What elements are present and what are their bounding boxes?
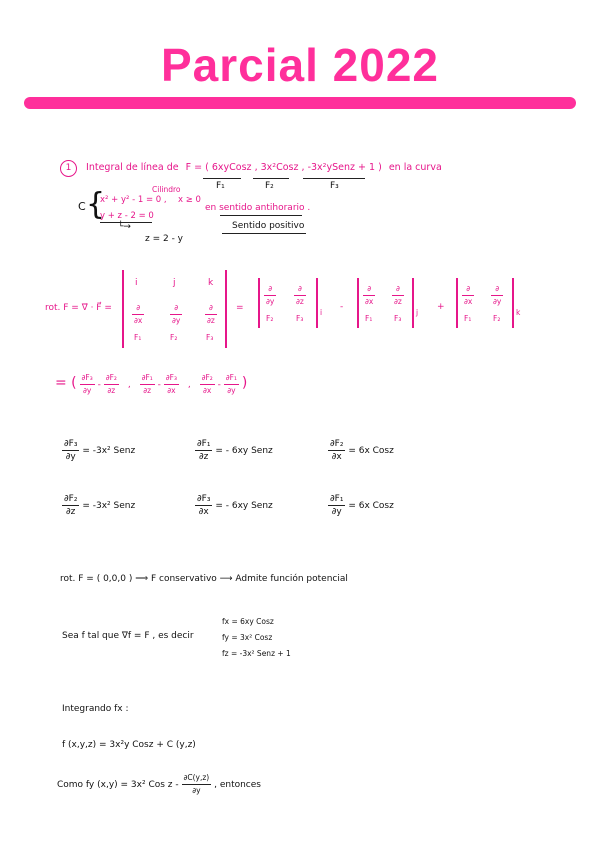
minor2-right: [412, 278, 414, 328]
potential-text: Sea f tal que ∇f = F , es decir: [62, 631, 194, 641]
underline-note: [222, 233, 306, 234]
page-title: Parcial 2022: [160, 39, 439, 91]
minor3-F2: F₂: [493, 314, 501, 323]
det-k: k: [208, 278, 214, 288]
det-F1: F₁: [134, 333, 142, 342]
det-equals: =: [236, 303, 244, 313]
statement-text: Integral de línea de: [86, 162, 179, 173]
minor-minus: -: [340, 302, 344, 312]
curve-condition: x ≥ 0: [178, 195, 201, 205]
minor-plus: +: [437, 302, 445, 312]
minor2-F3: F₃: [394, 314, 402, 323]
curve-eq-2: y + z - 2 = 0: [100, 211, 154, 221]
potential-fz: fz = -3x² Senz + 1: [222, 649, 291, 658]
conservative-line: rot. F = ( 0,0,0 ) ⟹ F conservativo ⟶ Admite función potencial: [60, 574, 348, 584]
minor2-left: [357, 278, 359, 328]
field-equals: = (: [194, 162, 209, 173]
det-i: i: [135, 278, 138, 288]
component-1: 6xyCosz: [211, 162, 252, 173]
label-F3: F₃: [330, 181, 339, 191]
label-F2: F₂: [265, 181, 274, 191]
field-F-symbol: F: [185, 162, 192, 173]
minor1-i: i: [320, 308, 323, 317]
rot-lhs: rot. F = ∇⃗ · F⃗ =: [45, 303, 112, 313]
det-dz: $\frac{\partial}{\partial z}$: [207, 303, 215, 325]
problem-statement: 1 Integral de línea de F = ( 6xyCosz , 3x²Cosz , -3x²ySenz + 1 ) en la curva: [60, 160, 442, 177]
partial-2: $\frac{\text{∂F₁}}{\partial z}$ = - 6xy Senz: [197, 439, 273, 462]
underline-orientation: [220, 215, 302, 216]
minor3-F1: F₁: [464, 314, 472, 323]
minor2-j: j: [416, 308, 419, 317]
cylinder-label: Cilindro: [152, 185, 181, 194]
curve-brace: {: [86, 187, 106, 222]
title-underline: [24, 97, 576, 109]
det-F3: F₃: [206, 333, 214, 342]
como-line: Como fy (x,y) = 3x² Cos z - $\frac{\partial C(y,z)}{\partial y}$ , entonces: [57, 773, 261, 795]
potential-expression: f (x,y,z) = 3x²y Cosz + C (y,z): [62, 740, 196, 750]
component-2: 3x²Cosz: [260, 162, 299, 173]
problem-number: 1: [60, 160, 77, 177]
rot-expanded: = ( $\frac{\text{∂F₃}}{\partial y}$ - $\frac{\text{∂F₂}}{\partial z}$ , $\frac{\text{∂F₁}}{\partial z}$ - $\frac{\text{∂F₃}}{\partial x}$ , $\frac{\text{∂F₂}}{\partial x}$ - $\frac{\text{∂F₁}}{\partial y}$ ): [55, 373, 248, 395]
curve-eq-1: x² + y² - 1 = 0 ,: [100, 195, 167, 205]
det-dy: $\frac{\partial}{\partial y}$: [172, 303, 181, 325]
partial-1: $\frac{\text{∂F₃}}{\partial y}$ = -3x² Senz: [64, 439, 136, 462]
underline-c2: [253, 178, 289, 179]
minor3-right: [512, 278, 514, 328]
orientation: en sentido antihorario .: [205, 203, 311, 213]
integrating-label: Integrando fx :: [62, 704, 129, 714]
potential-fx: fx = 6xy Cosz: [222, 617, 274, 626]
partial-5: $\frac{\text{∂F₃}}{\partial x}$ = - 6xy Senz: [197, 494, 273, 517]
curve-label: C: [78, 200, 86, 213]
partial-3: $\frac{\text{∂F₂}}{\partial x}$ = 6x Cosz: [330, 439, 394, 462]
minor1-right: [316, 278, 318, 328]
statement-end: en la curva: [388, 162, 442, 173]
minor2-F1: F₁: [365, 314, 373, 323]
label-F1: F₁: [216, 181, 225, 191]
det-dx: $\frac{\partial}{\partial x}$: [134, 303, 143, 325]
det-j: j: [173, 278, 176, 288]
underline-c1: [203, 178, 241, 179]
orientation-note: Sentido positivo: [232, 221, 305, 231]
minor3-k: k: [516, 308, 521, 317]
det-bar-left: [122, 270, 124, 348]
det-bar-right: [225, 270, 227, 348]
minor3-left: [456, 278, 458, 328]
underline-c3: [303, 178, 365, 179]
partial-6: $\frac{\text{∂F₁}}{\partial y}$ = 6x Cosz: [330, 494, 394, 517]
potential-fy: fy = 3x² Cosz: [222, 633, 273, 642]
minor1-left: [258, 278, 260, 328]
partial-4: $\frac{\text{∂F₂}}{\partial z}$ = -3x² Senz: [64, 494, 136, 517]
component-3: -3x²ySenz + 1: [307, 162, 376, 173]
close-paren: ): [378, 162, 382, 173]
z-substitution: z = 2 - y: [145, 234, 184, 244]
sub-arrow: └→: [118, 222, 131, 232]
minor1-F3: F₃: [296, 314, 304, 323]
det-F2: F₂: [170, 333, 178, 342]
minor1-F2: F₂: [266, 314, 274, 323]
